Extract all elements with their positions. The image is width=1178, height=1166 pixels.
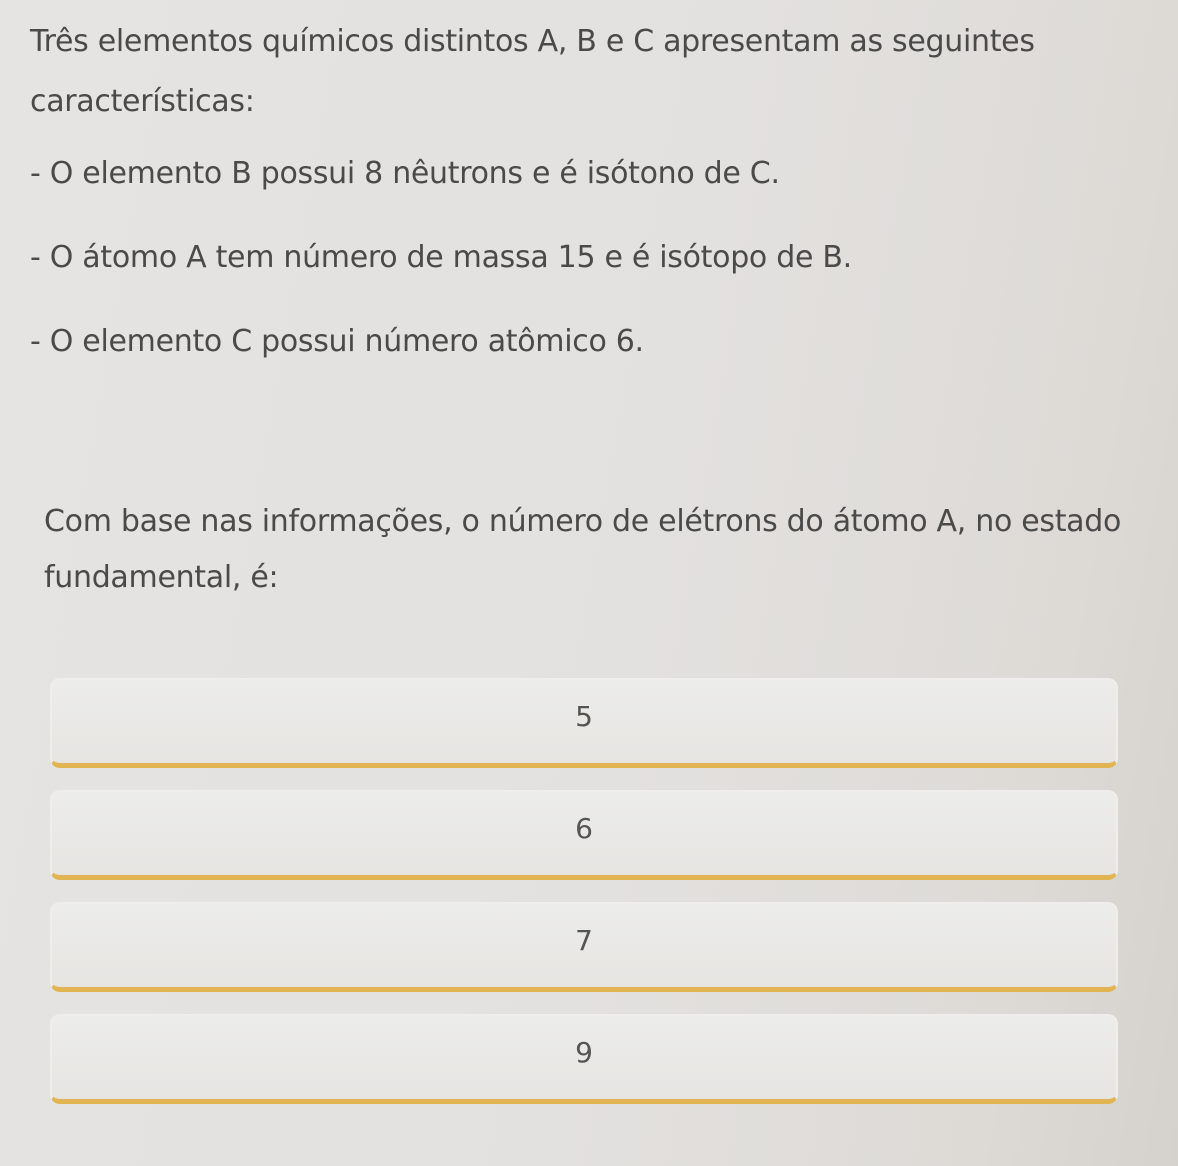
answer-option-9[interactable] [50,1014,1118,1104]
answer-label: 5 [575,700,593,733]
answer-options [50,678,1118,1126]
question-intro: Três elementos químicos distintos A, B e C apresentam as seguintes características: [30,24,1035,119]
fact-item: - O elemento C possui número atômico 6. [30,324,644,359]
answer-option-5[interactable] [50,678,1118,768]
answer-label: 9 [575,1036,593,1069]
answer-option-6[interactable] [50,790,1118,880]
question-block [30,12,1130,406]
answer-label: 6 [575,812,593,845]
fact-item: - O elemento B possui 8 nêutrons e é isótono de C. [30,156,780,191]
question-prompt: Com base nas informações, o número de elétrons do átomo A, no estado fundamental, é: [44,504,1122,595]
fact-item: - O átomo A tem número de massa 15 e é isótopo de B. [30,240,852,275]
answer-label: 7 [575,924,593,957]
facts-list [30,154,1130,362]
answer-option-7[interactable] [50,902,1118,992]
